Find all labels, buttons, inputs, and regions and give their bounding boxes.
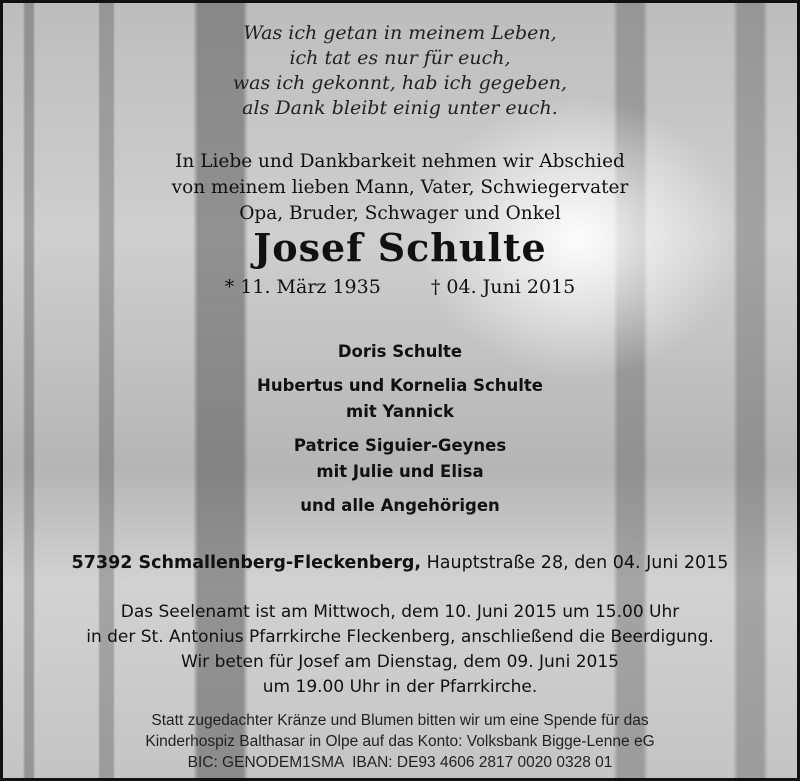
service-info	[3, 600, 797, 700]
mourner: Doris Schulte	[337, 342, 463, 361]
mourner: Hubertus und Kornelia Schulte	[257, 376, 543, 395]
intro-line: von meinem lieben Mann, Vater, Schwiegervater	[171, 177, 629, 198]
birth-date: * 11. März 1935	[224, 276, 381, 298]
mourners-list	[3, 339, 797, 519]
poem-line: ich tat es nur für euch,	[289, 47, 511, 69]
poem	[3, 21, 797, 121]
poem-line: was ich gekonnt, hab ich gegeben,	[232, 72, 568, 94]
service-line: um 19.00 Uhr in der Pfarrkirche.	[262, 677, 538, 697]
mourner: mit Julie und Elisa	[316, 462, 484, 481]
donation-line: Kinderhospiz Balthasar in Olpe auf das Konto: Volksbank Bigge-Lenne eG	[145, 733, 655, 750]
donation-line: BIC: GENODEM1SMA IBAN: DE93 4606 2817 0020 0328 01	[187, 754, 613, 771]
donation-line: Statt zugedachter Kränze und Blumen bitten wir um eine Spende für das	[151, 712, 649, 729]
service-line: Wir beten für Josef am Dienstag, dem 09. Juni 2015	[181, 652, 619, 672]
poem-line: als Dank bleibt einig unter euch.	[242, 97, 558, 119]
address-line	[3, 553, 797, 573]
service-line: Das Seelenamt ist am Mittwoch, dem 10. Juni 2015 um 15.00 Uhr	[120, 602, 680, 622]
mourner: mit Yannick	[346, 402, 454, 421]
intro-line: Opa, Bruder, Schwager und Onkel	[239, 203, 561, 224]
deceased-name: Josef Schulte	[253, 225, 547, 270]
intro-text	[3, 149, 797, 227]
death-date: † 04. Juni 2015	[430, 276, 576, 298]
address-place: 57392 Schmallenberg-Fleckenberg,	[71, 553, 422, 573]
service-line: in der St. Antonius Pfarrkirche Fleckenberg, anschließend die Beerdigung.	[86, 627, 714, 647]
mourner: und alle Angehörigen	[300, 496, 500, 515]
poem-line: Was ich getan in meinem Leben,	[243, 22, 557, 44]
donation-info	[3, 710, 797, 773]
life-dates	[3, 276, 797, 298]
address-rest: Hauptstraße 28, den 04. Juni 2015	[421, 553, 729, 573]
mourner: Patrice Siguier-Geynes	[293, 436, 507, 455]
intro-line: In Liebe und Dankbarkeit nehmen wir Abschied	[175, 151, 625, 172]
